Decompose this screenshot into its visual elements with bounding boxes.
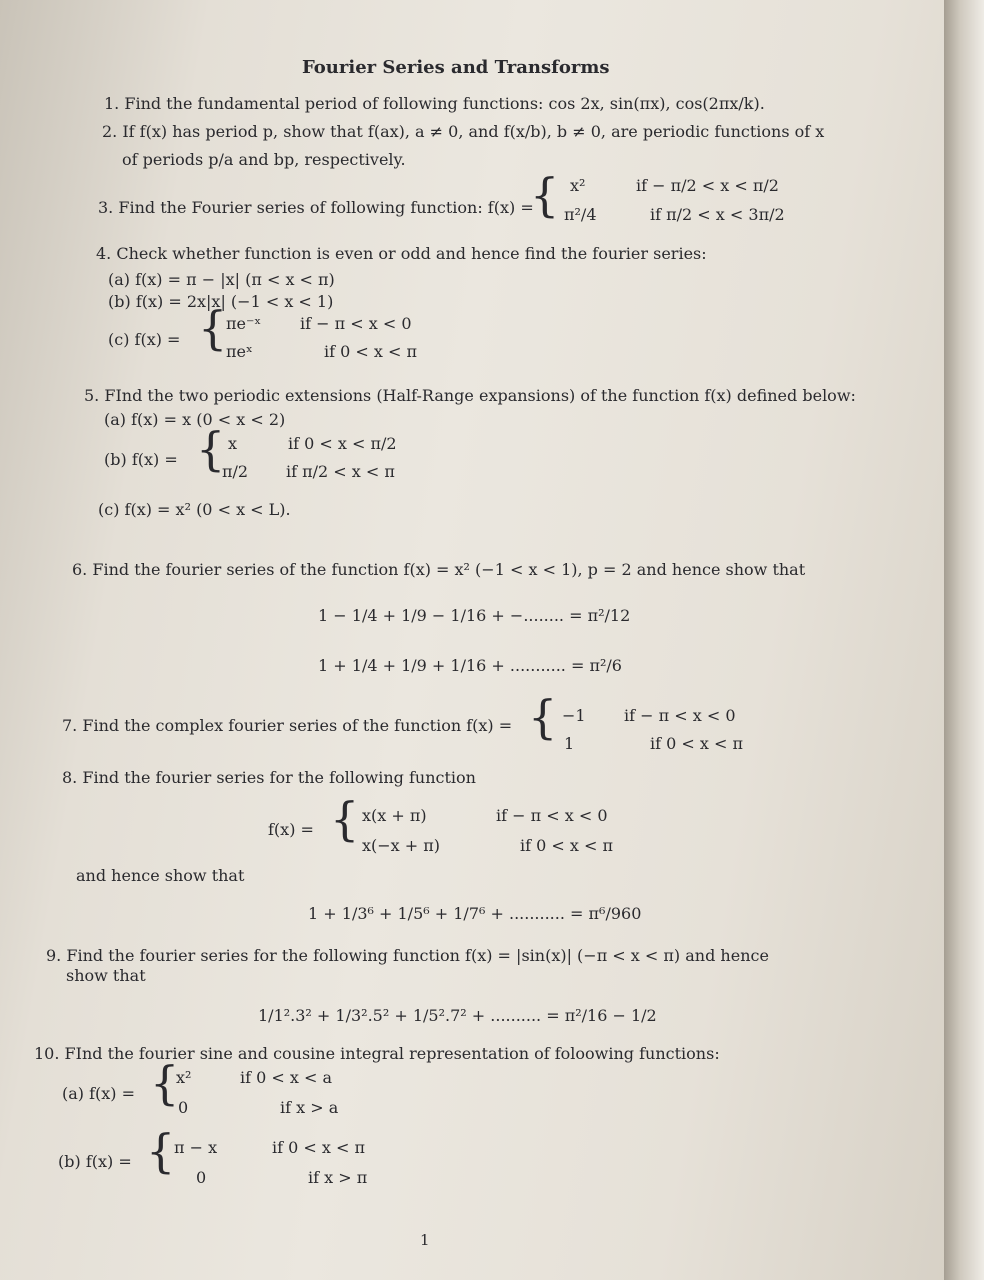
- question-10b: (b) f(x) =: [58, 1152, 132, 1171]
- question-6-identity-2: 1 + 1/4 + 1/9 + 1/16 + ........... = π²/6: [318, 656, 622, 675]
- q7-case-1-cond: if − π < x < 0: [624, 706, 736, 725]
- q10b-case-2-expr: 0: [196, 1168, 207, 1187]
- q5b-case-1-cond: if 0 < x < π/2: [288, 434, 397, 453]
- question-4a: (a) f(x) = π − |x| (π < x < π): [108, 270, 335, 289]
- q8-case-2-cond: if 0 < x < π: [520, 836, 613, 855]
- question-3: 3. Find the Fourier series of following function: f(x) =: [98, 198, 534, 217]
- question-8-identity: 1 + 1/3⁶ + 1/5⁶ + 1/7⁶ + ........... = π⁶/960: [308, 904, 642, 923]
- q3-case-2-expr: π²/4: [564, 205, 597, 224]
- q4c-case-2-expr: πeˣ: [226, 342, 253, 361]
- question-6-identity-1: 1 − 1/4 + 1/9 − 1/16 + −........ = π²/12: [318, 606, 631, 625]
- q10a-case-2-cond: if x > a: [280, 1098, 339, 1117]
- question-9-line-1: 9. Find the fourier series for the following function f(x) = |sin(x)| (−π < x < π) and hence: [46, 946, 769, 965]
- brace-q7: {: [528, 690, 558, 744]
- question-10a: (a) f(x) =: [62, 1084, 136, 1103]
- question-5b: (b) f(x) =: [104, 450, 178, 469]
- q3-case-1-cond: if − π/2 < x < π/2: [636, 176, 779, 195]
- brace-q3: {: [530, 168, 560, 222]
- brace-q8: {: [330, 792, 360, 846]
- brace-q4c: {: [198, 301, 228, 355]
- q4c-case-1-cond: if − π < x < 0: [300, 314, 412, 333]
- q10a-case-1-cond: if 0 < x < a: [240, 1068, 333, 1087]
- brace-q10b: {: [146, 1124, 176, 1178]
- question-9-identity: 1/1².3² + 1/3².5² + 1/5².7² + .......... = π²/16 − 1/2: [258, 1006, 657, 1025]
- question-4: 4. Check whether function is even or odd and hence find the fourier series:: [96, 244, 707, 263]
- document-title: Fourier Series and Transforms: [302, 57, 610, 78]
- q7-case-1-expr: −1: [562, 706, 586, 725]
- q7-case-2-cond: if 0 < x < π: [650, 734, 743, 753]
- q10a-case-1-expr: x²: [176, 1068, 192, 1087]
- q8-hence-text: and hence show that: [76, 866, 245, 885]
- q10b-case-1-cond: if 0 < x < π: [272, 1138, 365, 1157]
- q5b-case-2-expr: π/2: [222, 462, 249, 481]
- question-5a: (a) f(x) = x (0 < x < 2): [104, 410, 286, 429]
- q8-function-label: f(x) =: [268, 820, 314, 839]
- brace-q5b: {: [196, 422, 226, 476]
- q10b-case-1-expr: π − x: [174, 1138, 218, 1157]
- q4c-case-1-expr: πe⁻ˣ: [226, 314, 262, 333]
- question-2-line-1: 2. If f(x) has period p, show that f(ax), a ≠ 0, and f(x/b), b ≠ 0, are periodic functions of x: [102, 122, 825, 141]
- question-7: 7. Find the complex fourier series of the function f(x) =: [62, 716, 513, 735]
- q5b-case-2-cond: if π/2 < x < π: [286, 462, 395, 481]
- brace-q10a: {: [150, 1056, 180, 1110]
- q3-case-2-cond: if π/2 < x < 3π/2: [650, 205, 785, 224]
- question-5c: (c) f(x) = x² (0 < x < L).: [98, 500, 291, 519]
- q7-case-2-expr: 1: [564, 734, 575, 753]
- question-6: 6. Find the fourier series of the function f(x) = x² (−1 < x < 1), p = 2 and hence show that: [72, 560, 806, 579]
- q10a-case-2-expr: 0: [178, 1098, 189, 1117]
- paper-edge: [944, 0, 984, 1280]
- question-5: 5. FInd the two periodic extensions (Half-Range expansions) of the function f(x) defined below:: [84, 386, 856, 405]
- question-9-line-2: show that: [66, 966, 146, 985]
- q4c-case-2-cond: if 0 < x < π: [324, 342, 417, 361]
- q10b-case-2-cond: if x > π: [308, 1168, 368, 1187]
- q8-case-1-expr: x(x + π): [362, 806, 427, 825]
- question-2-line-2: of periods p/a and bp, respectively.: [122, 150, 406, 169]
- question-1: 1. Find the fundamental period of following functions: cos 2x, sin(πx), cos(2πx/k).: [104, 94, 765, 113]
- question-10: 10. FInd the fourier sine and cousine integral representation of foloowing functions:: [34, 1044, 720, 1063]
- q8-case-1-cond: if − π < x < 0: [496, 806, 608, 825]
- q5b-case-1-expr: x: [228, 434, 238, 453]
- q3-case-1-expr: x²: [570, 176, 586, 195]
- question-4c: (c) f(x) =: [108, 330, 181, 349]
- page-number: 1: [420, 1231, 430, 1249]
- question-8: 8. Find the fourier series for the following function: [62, 768, 476, 787]
- q8-case-2-expr: x(−x + π): [362, 836, 441, 855]
- question-4b: (b) f(x) = 2x|x| (−1 < x < 1): [108, 292, 334, 311]
